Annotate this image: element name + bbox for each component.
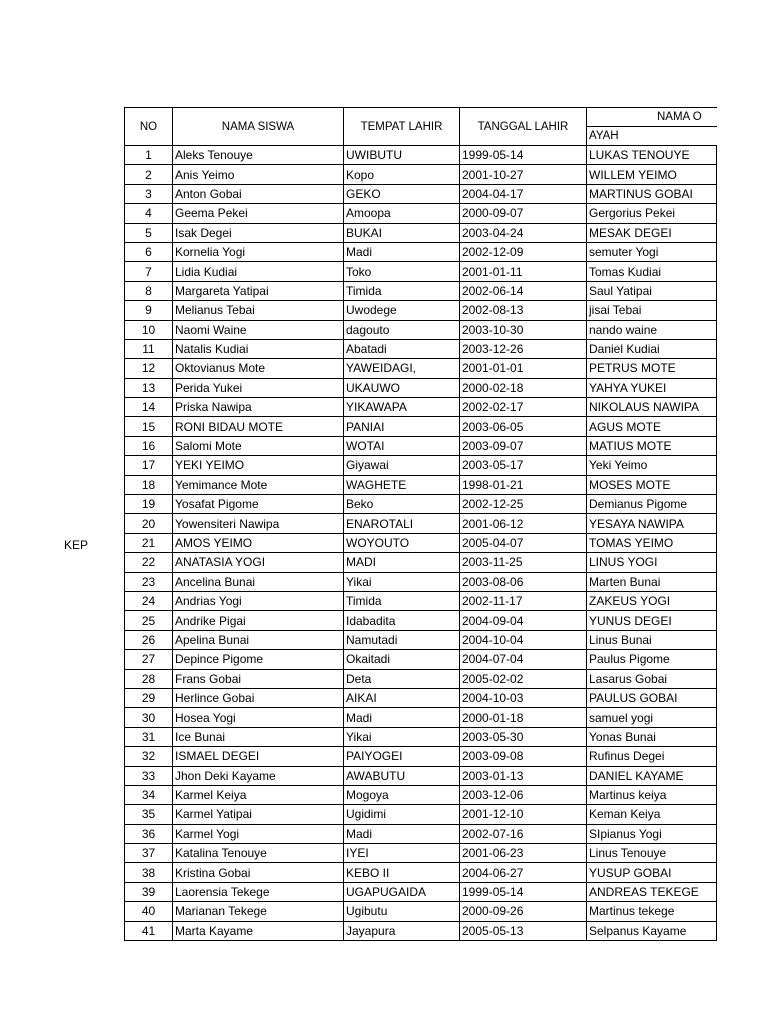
cell-student-name[interactable]: Kristina Gobai xyxy=(173,863,344,882)
cell-father-name[interactable]: Yeki Yeimo xyxy=(587,456,717,475)
cell-student-name[interactable]: Salomi Mote xyxy=(173,436,344,455)
cell-no[interactable]: 18 xyxy=(125,475,173,494)
cell-student-name[interactable]: Anton Gobai xyxy=(173,184,344,203)
cell-father-name[interactable]: WILLEM YEIMO xyxy=(587,165,717,184)
table-row xyxy=(125,320,717,339)
cell-no[interactable]: 11 xyxy=(125,339,173,358)
cell-father-name[interactable]: ZAKEUS YOGI xyxy=(587,591,717,610)
cell-no[interactable]: 40 xyxy=(125,902,173,921)
cell-no[interactable]: 8 xyxy=(125,281,173,300)
cell-no[interactable]: 24 xyxy=(125,591,173,610)
cell-student-name[interactable]: Karmel Keiya xyxy=(173,785,344,804)
cell-student-name[interactable]: Yemimance Mote xyxy=(173,475,344,494)
cell-no[interactable]: 10 xyxy=(125,320,173,339)
cell-birth-place[interactable]: Timida xyxy=(344,281,460,300)
cell-student-name[interactable]: ANATASIA YOGI xyxy=(173,553,344,572)
cell-father-name[interactable]: ANDREAS TEKEGE xyxy=(587,882,717,901)
table-row xyxy=(125,223,717,242)
cell-student-name[interactable]: Perida Yukei xyxy=(173,378,344,397)
cell-father-name[interactable]: Demianus Pigome xyxy=(587,495,717,514)
cell-no[interactable]: 4 xyxy=(125,204,173,223)
cell-no[interactable]: 20 xyxy=(125,514,173,533)
cell-birth-date[interactable]: 2002-12-09 xyxy=(460,242,587,261)
cell-birth-date[interactable]: 1998-01-21 xyxy=(460,475,587,494)
student-table xyxy=(124,107,717,941)
header-place[interactable]: TEMPAT LAHIR xyxy=(344,108,460,146)
cell-student-name[interactable]: Oktovianus Mote xyxy=(173,359,344,378)
cell-father-name[interactable]: Rufinus Degei xyxy=(587,747,717,766)
cell-birth-place[interactable]: WOTAI xyxy=(344,436,460,455)
cell-father-name[interactable]: SIpianus Yogi xyxy=(587,824,717,843)
cell-no[interactable]: 28 xyxy=(125,669,173,688)
cell-no[interactable]: 39 xyxy=(125,882,173,901)
table-row xyxy=(125,553,717,572)
cell-birth-place[interactable]: Yikai xyxy=(344,727,460,746)
cell-student-name[interactable]: Anis Yeimo xyxy=(173,165,344,184)
cell-no[interactable]: 33 xyxy=(125,766,173,785)
table-row xyxy=(125,417,717,436)
cell-student-name[interactable]: Ice Bunai xyxy=(173,727,344,746)
table-row xyxy=(125,611,717,630)
cell-no[interactable]: 36 xyxy=(125,824,173,843)
cell-student-name[interactable]: Margareta Yatipai xyxy=(173,281,344,300)
cell-student-name[interactable]: Depince Pigome xyxy=(173,650,344,669)
cell-student-name[interactable]: AMOS YEIMO xyxy=(173,533,344,552)
cell-father-name[interactable]: NIKOLAUS NAWIPA xyxy=(587,398,717,417)
cell-birth-place[interactable]: Beko xyxy=(344,495,460,514)
table-row xyxy=(125,572,717,591)
cell-father-name[interactable]: Paulus Pigome xyxy=(587,650,717,669)
cell-student-name[interactable]: ISMAEL DEGEI xyxy=(173,747,344,766)
table-row xyxy=(125,165,717,184)
cell-student-name[interactable]: Melianus Tebai xyxy=(173,301,344,320)
table-row xyxy=(125,533,717,552)
cell-father-name[interactable]: YAHYA YUKEI xyxy=(587,378,717,397)
cell-student-name[interactable]: Lidia Kudiai xyxy=(173,262,344,281)
cell-birth-date[interactable]: 2003-09-08 xyxy=(460,747,587,766)
cell-student-name[interactable]: Marianan Tekege xyxy=(173,902,344,921)
cell-no[interactable]: 38 xyxy=(125,863,173,882)
cell-birth-date[interactable]: 1999-05-14 xyxy=(460,146,587,165)
cell-birth-date[interactable]: 2003-09-07 xyxy=(460,436,587,455)
cell-father-name[interactable]: YESAYA NAWIPA xyxy=(587,514,717,533)
table-row xyxy=(125,378,717,397)
table-row xyxy=(125,475,717,494)
cell-no[interactable]: 12 xyxy=(125,359,173,378)
cell-birth-place[interactable]: Mogoya xyxy=(344,785,460,804)
cell-no[interactable]: 1 xyxy=(125,146,173,165)
cell-father-name[interactable]: LUKAS TENOUYE xyxy=(587,146,717,165)
cell-birth-place[interactable]: WOYOUTO xyxy=(344,533,460,552)
table-row xyxy=(125,242,717,261)
cell-student-name[interactable]: Karmel Yatipai xyxy=(173,805,344,824)
side-label: KEP xyxy=(64,538,89,552)
cell-student-name[interactable]: YEKI YEIMO xyxy=(173,456,344,475)
cell-student-name[interactable]: Andrike Pigai xyxy=(173,611,344,630)
cell-student-name[interactable]: Andrias Yogi xyxy=(173,591,344,610)
cell-father-name[interactable]: Gergorius Pekei xyxy=(587,204,717,223)
cell-no[interactable]: 17 xyxy=(125,456,173,475)
cell-birth-place[interactable]: Timida xyxy=(344,591,460,610)
cell-birth-date[interactable]: 2003-11-25 xyxy=(460,553,587,572)
cell-birth-place[interactable]: MADI xyxy=(344,553,460,572)
cell-no[interactable]: 16 xyxy=(125,436,173,455)
cell-birth-place[interactable]: UWIBUTU xyxy=(344,146,460,165)
cell-student-name[interactable]: Geema Pekei xyxy=(173,204,344,223)
cell-birth-place[interactable]: Madi xyxy=(344,824,460,843)
cell-no[interactable]: 41 xyxy=(125,921,173,940)
cell-birth-place[interactable]: Amoopa xyxy=(344,204,460,223)
cell-birth-place[interactable]: Kopo xyxy=(344,165,460,184)
header-no[interactable]: NO xyxy=(125,108,173,146)
cell-no[interactable]: 13 xyxy=(125,378,173,397)
cell-father-name[interactable]: Marten Bunai xyxy=(587,572,717,591)
cell-birth-date[interactable]: 2004-09-04 xyxy=(460,611,587,630)
cell-birth-place[interactable]: dagouto xyxy=(344,320,460,339)
cell-birth-date[interactable]: 2004-10-03 xyxy=(460,688,587,707)
cell-birth-place[interactable]: YAWEIDAGI, xyxy=(344,359,460,378)
table-row xyxy=(125,805,717,824)
cell-student-name[interactable]: Yowensiteri Nawipa xyxy=(173,514,344,533)
cell-birth-date[interactable]: 2002-06-14 xyxy=(460,281,587,300)
cell-father-name[interactable]: Lasarus Gobai xyxy=(587,669,717,688)
cell-birth-date[interactable]: 2003-10-30 xyxy=(460,320,587,339)
cell-birth-date[interactable]: 2000-09-26 xyxy=(460,902,587,921)
cell-father-name[interactable]: DANIEL KAYAME xyxy=(587,766,717,785)
cell-no[interactable]: 25 xyxy=(125,611,173,630)
table-row xyxy=(125,688,717,707)
cell-father-name[interactable]: Linus Bunai xyxy=(587,630,717,649)
cell-birth-place[interactable]: ENAROTALI xyxy=(344,514,460,533)
cell-student-name[interactable]: Laorensia Tekege xyxy=(173,882,344,901)
table-row xyxy=(125,785,717,804)
cell-birth-date[interactable]: 2002-02-17 xyxy=(460,398,587,417)
table-row xyxy=(125,514,717,533)
cell-birth-place[interactable]: Idabadita xyxy=(344,611,460,630)
cell-father-name[interactable]: Martinus keiya xyxy=(587,785,717,804)
cell-father-name[interactable]: semuter Yogi xyxy=(587,242,717,261)
table-row xyxy=(125,146,717,165)
table-row xyxy=(125,844,717,863)
cell-birth-date[interactable]: 2002-08-13 xyxy=(460,301,587,320)
cell-birth-date[interactable]: 2002-07-16 xyxy=(460,824,587,843)
cell-father-name[interactable]: MATIUS MOTE xyxy=(587,436,717,455)
cell-no[interactable]: 3 xyxy=(125,184,173,203)
cell-birth-date[interactable]: 1999-05-14 xyxy=(460,882,587,901)
cell-birth-place[interactable]: Ugidimi xyxy=(344,805,460,824)
header-father[interactable]: AYAH xyxy=(587,127,717,146)
cell-student-name[interactable]: Hosea Yogi xyxy=(173,708,344,727)
table-row xyxy=(125,766,717,785)
cell-birth-date[interactable]: 2002-12-25 xyxy=(460,495,587,514)
table-row xyxy=(125,456,717,475)
cell-no[interactable]: 37 xyxy=(125,844,173,863)
cell-no[interactable]: 23 xyxy=(125,572,173,591)
cell-student-name[interactable]: Jhon Deki Kayame xyxy=(173,766,344,785)
cell-birth-place[interactable]: AWABUTU xyxy=(344,766,460,785)
cell-father-name[interactable]: Selpanus Kayame xyxy=(587,921,717,940)
cell-father-name[interactable]: Martinus tekege xyxy=(587,902,717,921)
cell-no[interactable]: 9 xyxy=(125,301,173,320)
header-name[interactable]: NAMA SISWA xyxy=(173,108,344,146)
cell-birth-place[interactable]: YIKAWAPA xyxy=(344,398,460,417)
cell-student-name[interactable]: Kornelia Yogi xyxy=(173,242,344,261)
table-row xyxy=(125,747,717,766)
cell-birth-date[interactable]: 2004-10-04 xyxy=(460,630,587,649)
cell-no[interactable]: 15 xyxy=(125,417,173,436)
cell-birth-place[interactable]: Abatadi xyxy=(344,339,460,358)
cell-father-name[interactable]: AGUS MOTE xyxy=(587,417,717,436)
table-row xyxy=(125,359,717,378)
cell-father-name[interactable]: Linus Tenouye xyxy=(587,844,717,863)
cell-father-name[interactable]: Yonas Bunai xyxy=(587,727,717,746)
table-row xyxy=(125,204,717,223)
cell-birth-place[interactable]: IYEI xyxy=(344,844,460,863)
cell-birth-date[interactable]: 2000-02-18 xyxy=(460,378,587,397)
cell-birth-place[interactable]: AIKAI xyxy=(344,688,460,707)
cell-birth-place[interactable]: Namutadi xyxy=(344,630,460,649)
table-row xyxy=(125,281,717,300)
cell-student-name[interactable]: Herlince Gobai xyxy=(173,688,344,707)
cell-birth-date[interactable]: 2004-04-17 xyxy=(460,184,587,203)
table-row xyxy=(125,824,717,843)
cell-birth-place[interactable]: GEKO xyxy=(344,184,460,203)
cell-student-name[interactable]: Aleks Tenouye xyxy=(173,146,344,165)
table-row xyxy=(125,921,717,940)
cell-father-name[interactable]: Tomas Kudiai xyxy=(587,262,717,281)
cell-birth-place[interactable]: Jayapura xyxy=(344,921,460,940)
cell-birth-date[interactable]: 2003-05-30 xyxy=(460,727,587,746)
table-row xyxy=(125,630,717,649)
table-row xyxy=(125,301,717,320)
cell-father-name[interactable]: samuel yogi xyxy=(587,708,717,727)
cell-no[interactable]: 21 xyxy=(125,533,173,552)
cell-no[interactable]: 35 xyxy=(125,805,173,824)
header-date[interactable]: TANGGAL LAHIR xyxy=(460,108,587,146)
cell-birth-place[interactable]: Toko xyxy=(344,262,460,281)
cell-father-name[interactable]: TOMAS YEIMO xyxy=(587,533,717,552)
cell-student-name[interactable]: Natalis Kudiai xyxy=(173,339,344,358)
cell-student-name[interactable]: Marta Kayame xyxy=(173,921,344,940)
cell-no[interactable]: 6 xyxy=(125,242,173,261)
cell-birth-date[interactable]: 2003-05-17 xyxy=(460,456,587,475)
cell-father-name[interactable]: MOSES MOTE xyxy=(587,475,717,494)
cell-student-name[interactable]: Katalina Tenouye xyxy=(173,844,344,863)
table-row xyxy=(125,184,717,203)
cell-birth-date[interactable]: 2005-02-02 xyxy=(460,669,587,688)
cell-father-name[interactable]: Saul Yatipai xyxy=(587,281,717,300)
cell-no[interactable]: 5 xyxy=(125,223,173,242)
cell-birth-date[interactable]: 2001-06-12 xyxy=(460,514,587,533)
cell-no[interactable]: 7 xyxy=(125,262,173,281)
table-row xyxy=(125,708,717,727)
cell-birth-date[interactable]: 2000-01-18 xyxy=(460,708,587,727)
cell-student-name[interactable]: Priska Nawipa xyxy=(173,398,344,417)
cell-father-name[interactable]: Daniel Kudiai xyxy=(587,339,717,358)
cell-birth-place[interactable]: Okaitadi xyxy=(344,650,460,669)
table-row xyxy=(125,339,717,358)
cell-no[interactable]: 14 xyxy=(125,398,173,417)
table-row xyxy=(125,650,717,669)
cell-birth-place[interactable]: KEBO II xyxy=(344,863,460,882)
table-row xyxy=(125,882,717,901)
cell-no[interactable]: 30 xyxy=(125,708,173,727)
header-parent-group[interactable]: NAMA O xyxy=(587,108,717,127)
cell-father-name[interactable]: YUNUS DEGEI xyxy=(587,611,717,630)
cell-birth-place[interactable]: Deta xyxy=(344,669,460,688)
cell-birth-place[interactable]: PANIAI xyxy=(344,417,460,436)
cell-student-name[interactable]: RONI BIDAU MOTE xyxy=(173,417,344,436)
cell-father-name[interactable]: LINUS YOGI xyxy=(587,553,717,572)
cell-birth-place[interactable]: Madi xyxy=(344,242,460,261)
cell-birth-place[interactable]: Madi xyxy=(344,708,460,727)
table-row xyxy=(125,863,717,882)
table-row xyxy=(125,436,717,455)
cell-birth-date[interactable]: 2003-06-05 xyxy=(460,417,587,436)
cell-birth-place[interactable]: Yikai xyxy=(344,572,460,591)
cell-birth-place[interactable]: PAIYOGEI xyxy=(344,747,460,766)
cell-birth-place[interactable]: WAGHETE xyxy=(344,475,460,494)
cell-no[interactable]: 22 xyxy=(125,553,173,572)
cell-birth-date[interactable]: 2001-01-11 xyxy=(460,262,587,281)
cell-birth-date[interactable]: 2003-08-06 xyxy=(460,572,587,591)
cell-father-name[interactable]: MARTINUS GOBAI xyxy=(587,184,717,203)
cell-birth-date[interactable]: 2004-07-04 xyxy=(460,650,587,669)
table-body xyxy=(125,146,717,941)
cell-birth-place[interactable]: Giyawai xyxy=(344,456,460,475)
cell-birth-date[interactable]: 2000-09-07 xyxy=(460,204,587,223)
cell-no[interactable]: 26 xyxy=(125,630,173,649)
cell-birth-date[interactable]: 2001-01-01 xyxy=(460,359,587,378)
table-row xyxy=(125,262,717,281)
cell-father-name[interactable]: jisai Tebai xyxy=(587,301,717,320)
cell-birth-place[interactable]: Ugibutu xyxy=(344,902,460,921)
cell-birth-date[interactable]: 2001-10-27 xyxy=(460,165,587,184)
cell-birth-date[interactable]: 2004-06-27 xyxy=(460,863,587,882)
cell-student-name[interactable]: Karmel Yogi xyxy=(173,824,344,843)
table-row xyxy=(125,591,717,610)
cell-birth-date[interactable]: 2003-12-06 xyxy=(460,785,587,804)
cell-birth-date[interactable]: 2002-11-17 xyxy=(460,591,587,610)
cell-father-name[interactable]: PETRUS MOTE xyxy=(587,359,717,378)
cell-no[interactable]: 31 xyxy=(125,727,173,746)
cell-birth-place[interactable]: Uwodege xyxy=(344,301,460,320)
cell-birth-date[interactable]: 2001-06-23 xyxy=(460,844,587,863)
cell-birth-place[interactable]: UGAPUGAIDA xyxy=(344,882,460,901)
cell-student-name[interactable]: Ancelina Bunai xyxy=(173,572,344,591)
cell-student-name[interactable]: Frans Gobai xyxy=(173,669,344,688)
cell-student-name[interactable]: Apelina Bunai xyxy=(173,630,344,649)
table-row xyxy=(125,495,717,514)
cell-father-name[interactable]: Keman Keiya xyxy=(587,805,717,824)
cell-student-name[interactable]: Isak Degei xyxy=(173,223,344,242)
cell-no[interactable]: 27 xyxy=(125,650,173,669)
cell-birth-date[interactable]: 2005-04-07 xyxy=(460,533,587,552)
cell-birth-date[interactable]: 2003-01-13 xyxy=(460,766,587,785)
table-row xyxy=(125,727,717,746)
table-row xyxy=(125,398,717,417)
table-row xyxy=(125,902,717,921)
cell-no[interactable]: 34 xyxy=(125,785,173,804)
table-row xyxy=(125,669,717,688)
cell-no[interactable]: 19 xyxy=(125,495,173,514)
cell-no[interactable]: 2 xyxy=(125,165,173,184)
cell-birth-place[interactable]: BUKAI xyxy=(344,223,460,242)
cell-birth-date[interactable]: 2001-12-10 xyxy=(460,805,587,824)
cell-birth-date[interactable]: 2005-05-13 xyxy=(460,921,587,940)
cell-student-name[interactable]: Naomi Waine xyxy=(173,320,344,339)
cell-father-name[interactable]: nando waine xyxy=(587,320,717,339)
cell-father-name[interactable]: MESAK DEGEI xyxy=(587,223,717,242)
cell-birth-place[interactable]: UKAUWO xyxy=(344,378,460,397)
cell-no[interactable]: 32 xyxy=(125,747,173,766)
cell-father-name[interactable]: PAULUS GOBAI xyxy=(587,688,717,707)
cell-student-name[interactable]: Yosafat Pigome xyxy=(173,495,344,514)
cell-no[interactable]: 29 xyxy=(125,688,173,707)
cell-birth-date[interactable]: 2003-12-26 xyxy=(460,339,587,358)
cell-father-name[interactable]: YUSUP GOBAI xyxy=(587,863,717,882)
cell-birth-date[interactable]: 2003-04-24 xyxy=(460,223,587,242)
